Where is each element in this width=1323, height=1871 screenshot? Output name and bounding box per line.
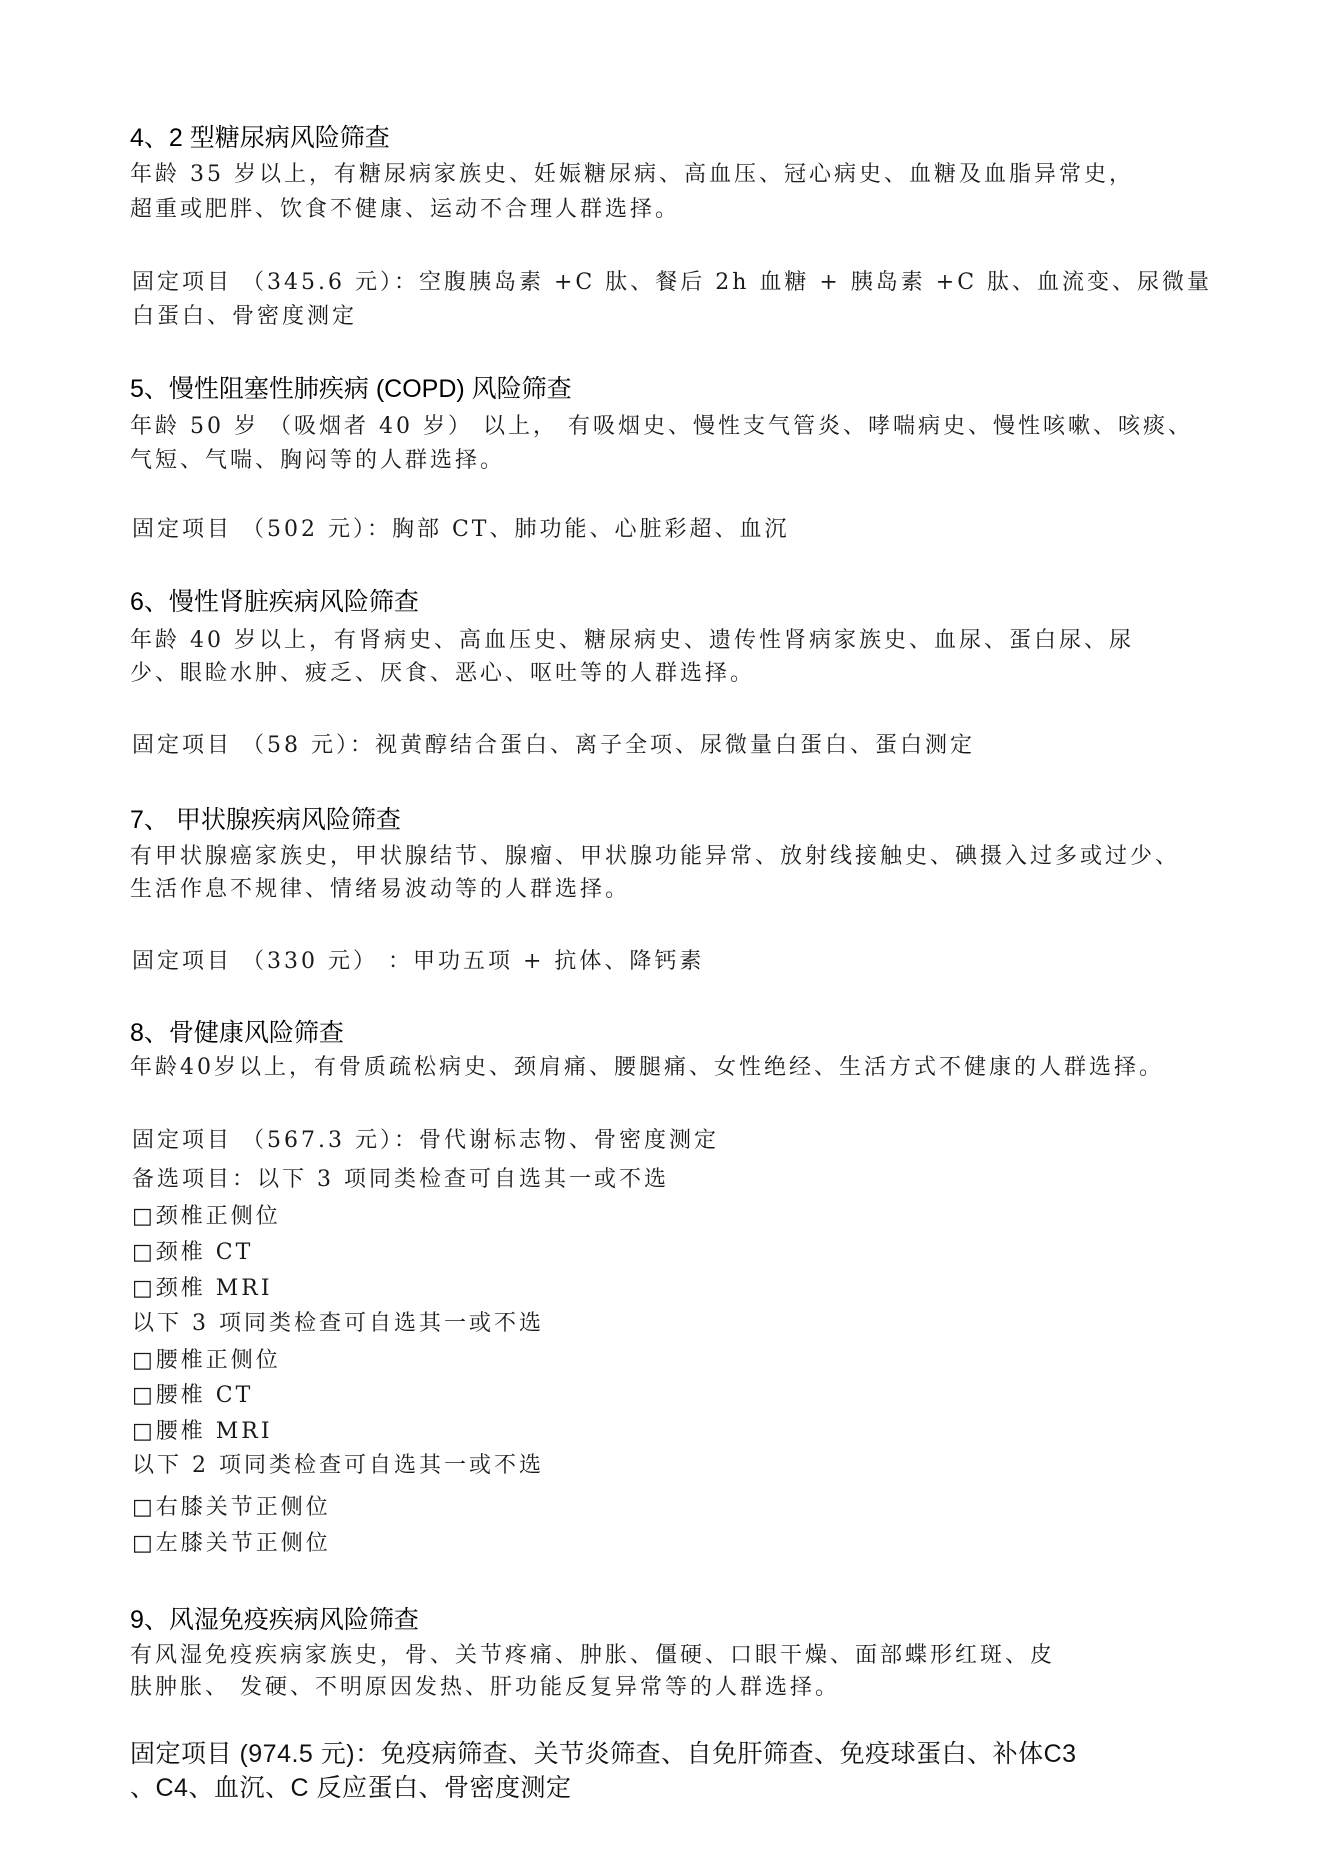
section-heading-rheumatic: 9、风湿免疫疾病风险筛查: [130, 1606, 419, 1634]
section-description-line: 超重或肥胖、饮食不健康、运动不合理人群选择。: [130, 197, 681, 222]
fixed-items-line: 固定项目 （345.6 元）：空腹胰岛素 +C 肽、餐后 2h 血糖 + 胰岛素 +C 肽、血流变、尿微量: [132, 270, 1213, 295]
fixed-items-line: 固定项目 （58 元）：视黄醇结合蛋白、离子全项、尿微量白蛋白、蛋白测定: [132, 733, 975, 758]
section-description-line: 年龄 35 岁以上，有糖尿病家族史、妊娠糖尿病、高血压、冠心病史、血糖及血脂异常史，: [130, 162, 1134, 187]
optional-group-note: 以下 3 项同类检查可自选其一或不选: [132, 1311, 544, 1336]
fixed-items-line: 固定项目 （567.3 元）：骨代谢标志物、骨密度测定: [132, 1128, 719, 1153]
checkbox-option: □右膝关节正侧位: [132, 1495, 331, 1520]
checkbox-option: □腰椎 MRI: [132, 1419, 273, 1444]
checkbox-option: □颈椎正侧位: [132, 1204, 281, 1229]
section-heading-bone-health: 8、骨健康风险筛查: [130, 1019, 344, 1047]
section-description-line: 肤肿胀、 发硬、不明原因发热、肝功能反复异常等的人群选择。: [130, 1675, 840, 1700]
fixed-items-line: 固定项目 （502 元）：胸部 CT、肺功能、心脏彩超、血沉: [132, 517, 790, 542]
section-heading-copd: 5、慢性阻塞性肺疾病 (COPD) 风险筛查: [130, 375, 572, 403]
section-heading-diabetes: 4、2 型糖尿病风险筛查: [130, 124, 390, 152]
section-description-line: 有风湿免疫疾病家族史，骨、关节疼痛、肿胀、僵硬、口眼干燥、面部蝶形红斑、皮: [130, 1643, 1056, 1668]
section-description-line: 年龄 40 岁以上，有肾病史、高血压史、糖尿病史、遗传性肾病家族史、血尿、蛋白尿、尿: [130, 628, 1134, 653]
fixed-items-line: 固定项目 (974.5 元)：免疫病筛查、关节炎筛查、自免肝筛查、免疫球蛋白、补体C3: [130, 1740, 1077, 1768]
checkbox-option: □颈椎 MRI: [132, 1276, 273, 1301]
fixed-items-line: 、C4、血沉、C 反应蛋白、骨密度测定: [130, 1774, 572, 1802]
checkbox-option: □左膝关节正侧位: [132, 1531, 331, 1556]
section-description-line: 少、眼睑水肿、疲乏、厌食、恶心、呕吐等的人群选择。: [130, 661, 756, 686]
optional-items-intro: 备选项目：以下 3 项同类检查可自选其一或不选: [132, 1167, 669, 1192]
fixed-items-line: 固定项目 （330 元） ：甲功五项 + 抗体、降钙素: [132, 949, 705, 974]
section-description-line: 生活作息不规律、情绪易波动等的人群选择。: [130, 877, 631, 902]
section-description-line: 有甲状腺癌家族史，甲状腺结节、腺瘤、甲状腺功能异常、放射线接触史、碘摄入过多或过少、: [130, 844, 1181, 869]
checkbox-option: □腰椎 CT: [132, 1383, 254, 1408]
section-description-line: 年龄 50 岁 （吸烟者 40 岁） 以上， 有吸烟史、慢性支气管炎、哮喘病史、慢性咳嗽、咳痰、: [130, 414, 1193, 439]
fixed-items-line: 白蛋白、骨密度测定: [132, 304, 358, 329]
section-heading-kidney: 6、慢性肾脏疾病风险筛查: [130, 588, 419, 616]
section-description-line: 年龄40岁以上，有骨质疏松病史、颈肩痛、腰腿痛、女性绝经、生活方式不健康的人群选择。: [130, 1055, 1164, 1080]
checkbox-option: □颈椎 CT: [132, 1240, 254, 1265]
checkbox-option: □腰椎正侧位: [132, 1348, 281, 1373]
optional-group-note: 以下 2 项同类检查可自选其一或不选: [132, 1453, 544, 1478]
section-description-line: 气短、气喘、胸闷等的人群选择。: [130, 448, 506, 473]
section-heading-thyroid: 7、 甲状腺疾病风险筛查: [130, 806, 401, 834]
